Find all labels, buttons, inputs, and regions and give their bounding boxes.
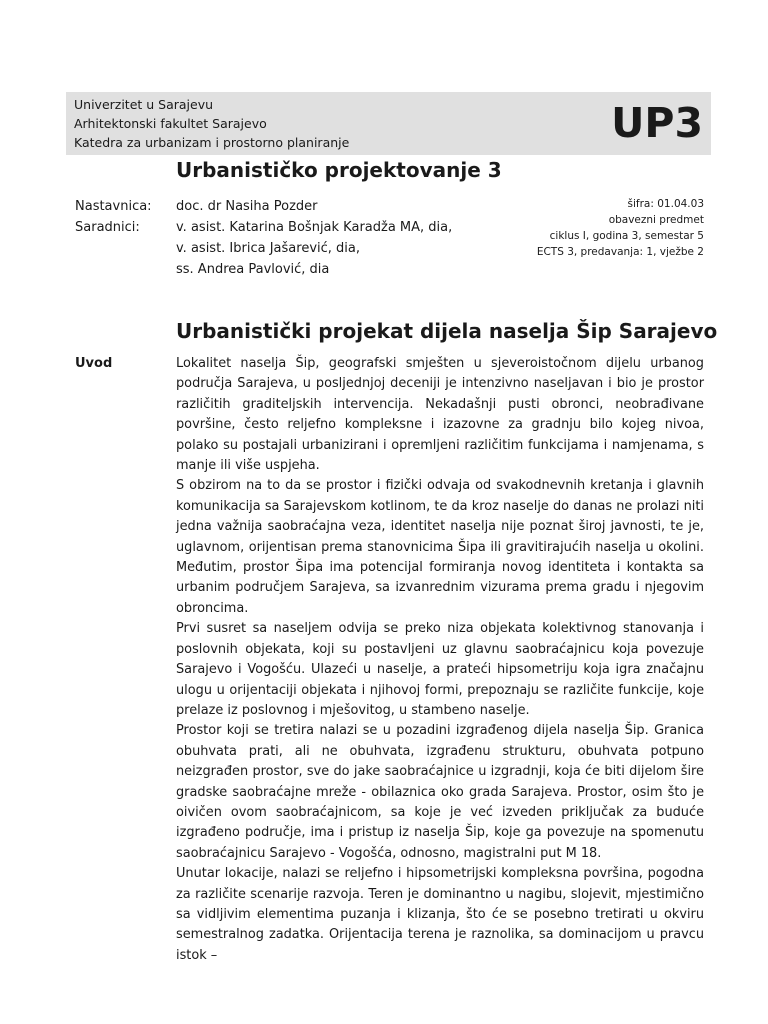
assistant-name: ss. Andrea Pavlović, dia	[176, 262, 330, 277]
assistant-name: v. asist. Ibrica Jašarević, dia,	[176, 241, 360, 256]
teacher-name: doc. dr Nasiha Pozder	[176, 199, 318, 214]
project-title: Urbanistički projekat dijela naselja Šip Sarajevo	[176, 319, 718, 343]
paragraph: S obzirom na to da se prostor i fizički odvaja od svakodnevnih kretanja i glavnih komunikacija sa Sarajevskom kotlinom, te da kroz naselje do danas ne prolazi niti jedna važnija saobraćajna veza, identitet naselja nije poznat široj javnosti, te je, uglavnom, orijentisan prema stanovnicima Šipa ili gravitirajućih naselja u okolini. Međutim, prostor Šipa ima potencijal formiranja novog identiteta i kontakta sa urbanim područjem Sarajeva, sa izvanrednim vizurama prema gradu i njegovim obroncima.	[176, 478, 704, 616]
institution-block	[74, 95, 349, 152]
faculty-name: Arhitektonski fakultet Sarajevo	[74, 116, 267, 131]
course-ects: ECTS 3, predavanja: 1, vježbe 2	[536, 246, 704, 258]
course-id: šifra: 01.04.03	[627, 198, 704, 210]
body-text	[176, 354, 704, 966]
university-name: Univerzitet u Sarajevu	[74, 97, 214, 112]
staff-labels	[75, 196, 152, 238]
course-meta	[537, 196, 704, 260]
course-cycle: ciklus I, godina 3, semestar 5	[549, 230, 704, 242]
section-label: Uvod	[75, 356, 113, 371]
assistant-name: v. asist. Katarina Bošnjak Karadža MA, dia,	[176, 220, 453, 235]
paragraph: Prostor koji se tretira nalazi se u pozadini izgrađenog dijela naselja Šip. Granica obuhvata prati, ali ne obuhvata, izgrađenu strukturu, obuhvata potpuno neizgrađen prostor, sve do jake saobraćajnice u izgradnji, koja će biti dijelom šire gradske saobraćajne mreže - obilaznica oko grada Sarajeva. Prostor, osim što je oivičen ovom saobraćajnicom, sa koje je već izveden priključak za buduće izgrađeno područje, ima i pristup iz naselja Šip, koje ga povezuje na spomenutu saobraćajnicu Sarajevo - Vogošća, odnosno, magistralni put M 18.	[176, 723, 704, 861]
header-band	[66, 92, 711, 155]
paragraph: Prvi susret sa naseljem odvija se preko niza objekata kolektivnog stanovanja i poslovnih objekata, koji su postavljeni uz glavnu saobraćajnicu koja povezuje Sarajevo i Vogošću. Ulazeći u naselje, a prateći hipsometriju koja igra značajnu ulogu u orijentaciji objekata i njihovoj formi, prepoznaju se različite funkcije, koje prelaze iz poslovnog i mješovitog, u stambeno naselje.	[176, 621, 704, 718]
paragraph: Unutar lokacije, nalazi se reljefno i hipsometrijski kompleksna površina, pogodna za različite scenarije razvoja. Teren je dominantno u nagibu, slojevit, mjestimično sa vidljivim elementima puzanja i klizanja, što će se posebno tretirati u okviru semestralnog zadatka. Orijentacija terena je raznolika, sa dominacijom u pravcu istok –	[176, 866, 704, 963]
teacher-label: Nastavnica:	[75, 199, 152, 214]
course-code: UP3	[611, 99, 703, 147]
staff-names	[176, 196, 452, 280]
assistants-label: Saradnici:	[75, 220, 140, 235]
department-name: Katedra za urbanizam i prostorno planiranje	[74, 135, 350, 150]
course-type: obavezni predmet	[608, 214, 704, 226]
paragraph: Lokalitet naselja Šip, geografski smješten u sjeveroistočnom dijelu urbanog područja Sarajeva, u posljednjoj deceniji je intenzivno naseljavan i bio je prostor različitih graditeljskih intervencija. Nekadašnji pusti obronci, neobrađivane površine, često reljefno kompleksne i izazovne za gradnju bilo kojeg nivoa, polako su postajali urbanizirani i opremljeni različitim funkcijama i namjenama, s manje ili više uspjeha.	[176, 356, 704, 474]
course-title: Urbanističko projektovanje 3	[176, 158, 502, 182]
